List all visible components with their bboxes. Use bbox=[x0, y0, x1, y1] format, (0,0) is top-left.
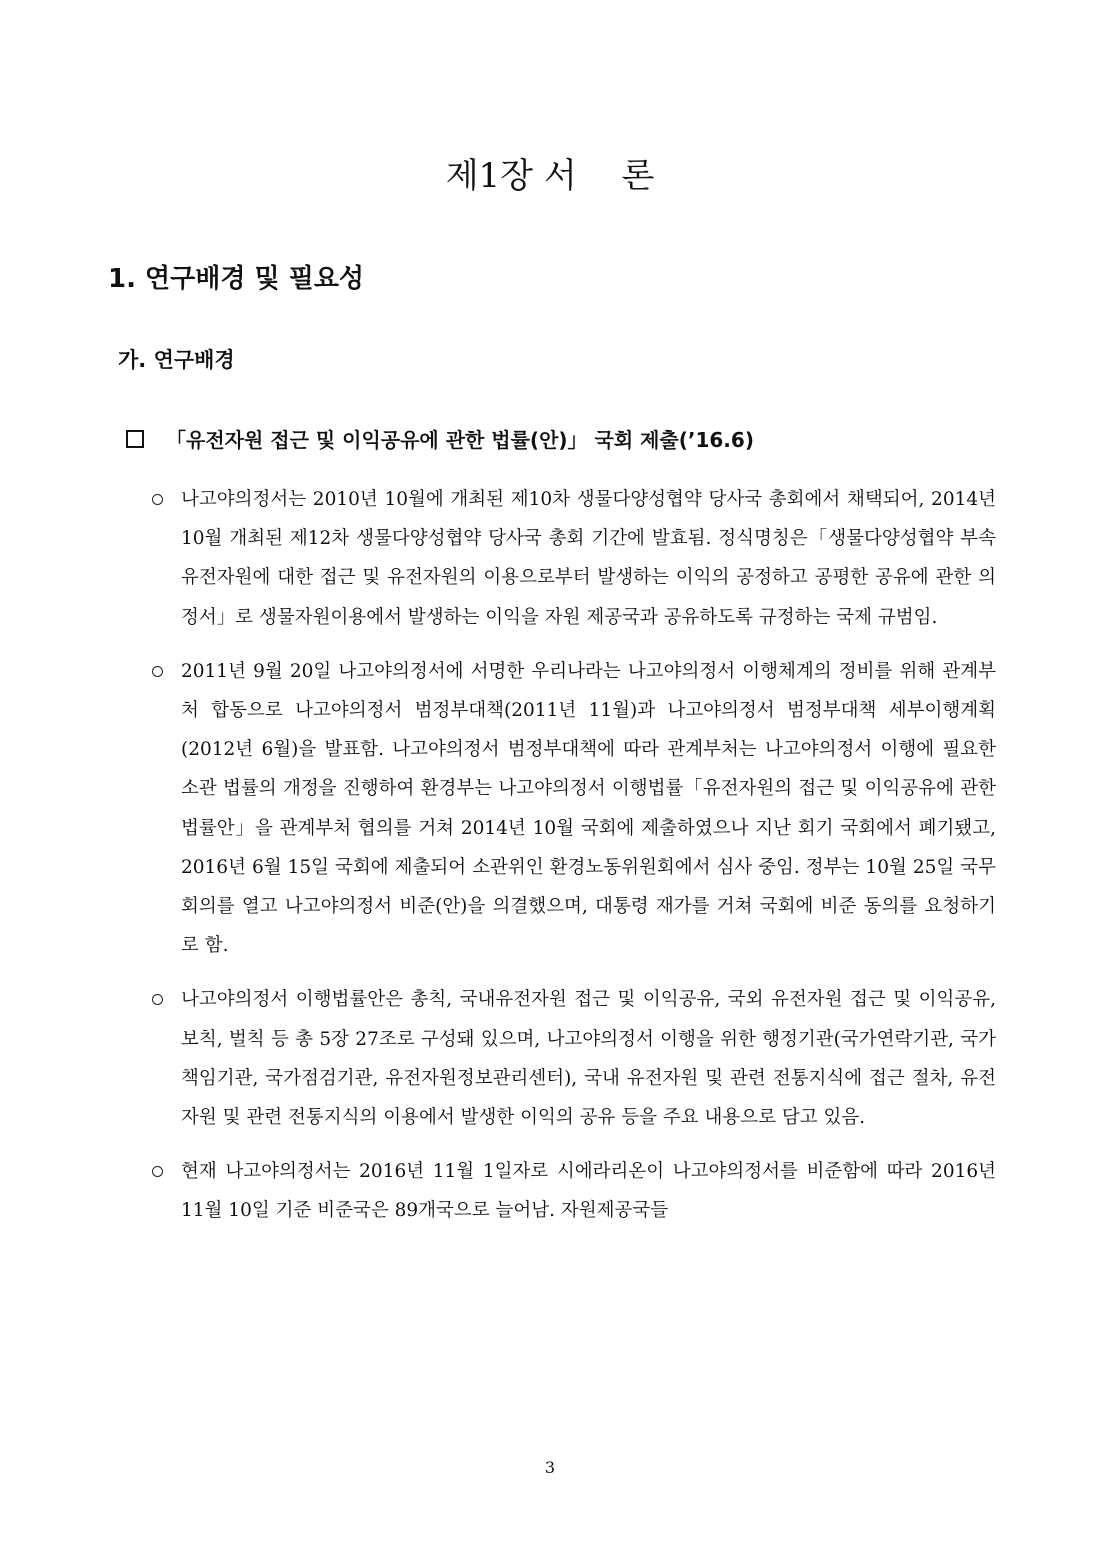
list-item-text: 나고야의정서는 2010년 10월에 개최된 제10차 생물다양성협약 당사국 총회에서 채택되어, 2014년 10월 개최된 제12차 생물다양성협약 당사국 총회 기간에 발효됨. 정식명칭은「생물다양성협약 부속 유전자원에 대한 접근 및 유전자원의 이용으로부터 발생하는 이익의 공정하고 공평한 공유에 관한 의정서」로 생물자원이용에서 발생하는 이익을 자원 제공국과 공유하도록 규정하는 국제 규범임. bbox=[181, 489, 996, 628]
list-item bbox=[150, 480, 996, 637]
circle-bullet-icon bbox=[152, 1166, 163, 1177]
subsection-title: 가. 연구배경 bbox=[118, 348, 235, 372]
chapter-title: 제1장 서 론 bbox=[445, 156, 655, 196]
box-heading-text: 「유전자원 접근 및 이익공유에 관한 법률(안)」 국회 제출(’16.6) bbox=[166, 428, 754, 452]
list-item-text: 나고야의정서 이행법률안은 총칙, 국내유전자원 접근 및 이익공유, 국외 유전자원 접근 및 이익공유, 보칙, 벌칙 등 총 5장 27조로 구성돼 있으며, 나고야의정서 이행을 위한 행정기관(국가연락기관, 국가책임기관, 국가점검기관, 유전자원정보관리센터), 국내 유전자원 및 관련 전통지식에 접근 절차, 유전자원 및 관련 전통지식의 이용에서 발생한 이익의 공유 등을 주요 내용으로 담고 있음. bbox=[181, 989, 996, 1129]
square-bullet-icon bbox=[126, 430, 144, 448]
list-item-text: 현재 나고야의정서는 2016년 11월 1일자로 시에라리온이 나고야의정서를 비준함에 따라 2016년 11월 10일 기준 비준국은 89개국으로 늘어남. 자원제공국들 bbox=[181, 1161, 996, 1222]
circle-bullet-icon bbox=[152, 994, 163, 1005]
list-item bbox=[150, 1152, 996, 1230]
list-item bbox=[150, 652, 996, 966]
page-number: 3 bbox=[544, 1458, 556, 1477]
circle-bullet-icon bbox=[152, 494, 163, 505]
circle-bullet-icon bbox=[152, 666, 163, 677]
list-item-text: 2011년 9월 20일 나고야의정서에 서명한 우리나라는 나고야의정서 이행체계의 정비를 위해 관계부처 합동으로 나고야의정서 범정부대책(2011년 11월)과 나고야의정서 범정부대책 세부이행계획(2012년 6월)을 발표함. 나고야의정서 범정부대책에 따라 관계부처는 나고야의정서 이행에 필요한 소관 법률의 개정을 진행하여 환경부는 나고야의정서 이행법률「유전자원의 접근 및 이익공유에 관한 법률안」을 관계부처 협의를 거쳐 2014년 10월 국회에 제출하였으나 지난 회기 국회에서 폐기됐고, 2016년 6월 15일 국회에 제출되어 소관위인 환경노동위원회에서 심사 중임. 정부는 10월 25일 국무회의를 열고 나고야의정서 비준(안)을 의결했으며, 대통령 재가를 거쳐 국회에 비준 동의를 요청하기로 함. bbox=[181, 660, 996, 957]
list-item bbox=[150, 980, 996, 1137]
section-title: 1. 연구배경 및 필요성 bbox=[108, 264, 365, 294]
bullet-list bbox=[150, 480, 996, 1246]
box-heading bbox=[126, 424, 754, 453]
